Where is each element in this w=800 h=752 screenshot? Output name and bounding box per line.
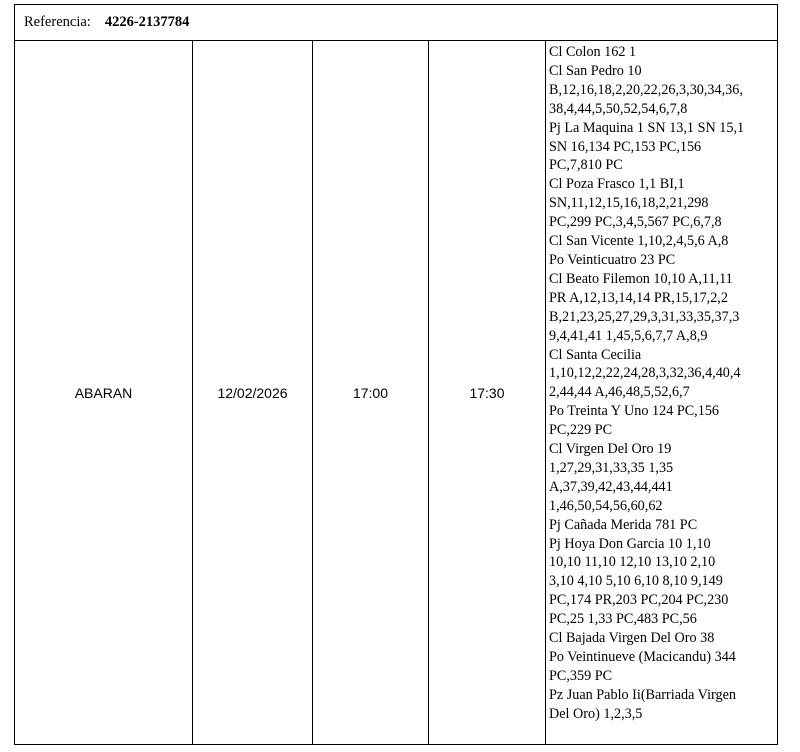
address-line: Po Treinta Y Uno 124 PC,156 (549, 403, 720, 420)
address-line: SN,11,12,15,16,18,2,21,298 (549, 195, 709, 212)
address-line: Po Veintinueve (Macicandu) 344 (549, 649, 736, 665)
reference-label: Referencia: (24, 14, 91, 30)
address-line: Cl Virgen Del Oro 19 (549, 441, 672, 458)
address-line: B,12,16,18,2,20,22,26,3,30,34,36, (549, 81, 743, 98)
address-line: 10,10 11,10 12,10 13,10 2,10 (549, 554, 716, 571)
address-line: PC,25 1,33 PC,483 PC,56 (549, 611, 697, 628)
date-cell (193, 41, 313, 744)
municipality-text: ABARAN (74, 384, 133, 401)
address-line: PR A,12,13,14,14 PR,15,17,2,2 (549, 289, 728, 306)
address-line: Cl Beato Filemon 10,10 A,11,11 (549, 270, 733, 287)
end-time-text: 17:30 (469, 384, 505, 401)
address-line: Pz Juan Pablo Ii(Barriada Virgen (549, 686, 736, 703)
address-line: 1,10,12,2,22,24,28,3,32,36,4,40,4 (549, 365, 741, 382)
address-line: PC,7,810 PC (549, 157, 623, 174)
end-time-cell (429, 41, 546, 744)
address-line: Pj Hoya Don Garcia 10 1,10 (549, 535, 711, 552)
address-line: Cl Bajada Virgen Del Oro 38 (549, 630, 715, 647)
address-line: PC,229 PC (549, 422, 613, 439)
date-text: 12/02/2026 (217, 384, 288, 401)
reference-row (15, 5, 777, 41)
address-line: Del Oro) 1,2,3,5 (549, 705, 643, 722)
address-line: B,21,23,25,27,29,3,31,33,35,37,3 (549, 308, 740, 325)
address-line: Pj La Maquina 1 SN 13,1 SN 15,1 (549, 119, 745, 136)
address-line: Cl Santa Cecilia (549, 346, 642, 363)
address-line: 38,4,44,5,50,52,54,6,7,8 (549, 100, 688, 117)
address-line: Po Veinticuatro 23 PC (549, 251, 676, 268)
outage-table (14, 4, 778, 745)
address-line: Cl San Pedro 10 (549, 62, 642, 79)
address-line: Cl San Vicente 1,10,2,4,5,6 A,8 (549, 233, 729, 250)
address-line: 3,10 4,10 5,10 6,10 8,10 9,149 (549, 573, 723, 590)
address-line: 1,27,29,31,33,35 1,35 (549, 459, 674, 476)
address-line: 9,4,41,41 1,45,5,6,7,7 A,8,9 (549, 327, 708, 344)
address-line: 1,46,50,54,56,60,62 (549, 497, 663, 514)
address-line: Cl Poza Frasco 1,1 BI,1 (549, 176, 685, 193)
start-time-text: 17:00 (352, 384, 389, 401)
addresses-cell (546, 41, 777, 744)
address-line: PC,299 PC,3,4,5,567 PC,6,7,8 (549, 214, 722, 231)
address-line: PC,359 PC (549, 667, 613, 684)
municipality-cell (15, 41, 193, 744)
table-row (15, 41, 777, 744)
address-line: A,37,39,42,43,44,441 (549, 478, 673, 495)
reference-value: 4226-2137784 (104, 14, 190, 30)
address-line: SN 16,134 PC,153 PC,156 (549, 138, 702, 155)
address-line: PC,174 PR,203 PC,204 PC,230 (549, 592, 729, 609)
start-time-cell (313, 41, 429, 744)
address-line: 2,44,44 A,46,48,5,52,6,7 (549, 384, 690, 401)
address-line: Pj Cañada Merida 781 PC (549, 516, 698, 533)
address-line: Cl Colon 162 1 (549, 44, 637, 60)
